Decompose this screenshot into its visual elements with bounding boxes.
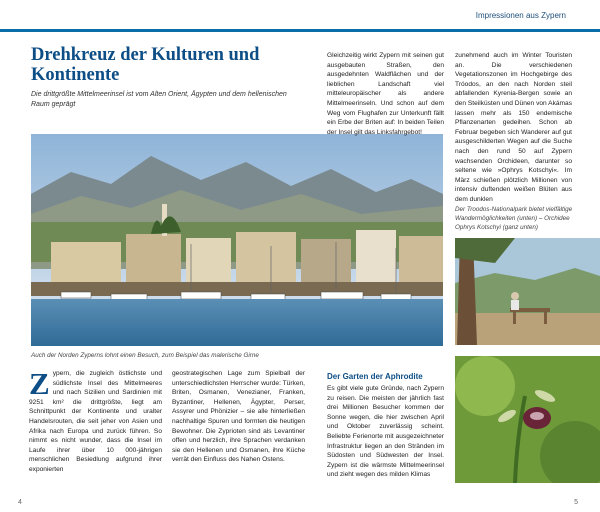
main-photo-caption: Auch der Norden Zyperns lohnt einen Besuch, zum Beispiel das malerische Girne (31, 352, 259, 359)
body-column-5 (327, 372, 444, 480)
body-column-3: Gleichzeitig wirkt Zypern mit seinen gut ausgebauten Straßen, den ausgedehnten Waldflächen und der lieblichen Landschaft viel mitteleuropäischer als andere Mittelmeerinseln. Und schon auf dem Weg vom Flughafen zur Unterkunft fällt ein Erbe der Briten auf: In beiden Teilen der Insel gilt das Linksfahrgebot! (327, 52, 444, 136)
body-column-2: geostrategischen Lage zum Spielball der unterschiedlichsten Herrscher wurde: Türken, Briten, Osmanen, Venezianer, Franken, Byzantiner, Hellenen, Ägypter, Perser, Assyrer und Phönizier – sie alle hinterließen nachhaltige Spuren und formten die heutigen Bewohner. Die Zyprioten sind als Levantiner offen und herzlich, ihre Sprachen verdanken sie den Hellenen und Osmanen, ihre Küche verrät den Einfluss des Nahen Ostens. (172, 370, 305, 464)
body-text-5: Es gibt viele gute Gründe, nach Zypern zu reisen. Die meisten der jährlich fast drei Millionen Besucher kommen der Sonne wegen, die hier zwischen April und Oktober zuverlässig scheint. Beliebte Ferienorte mit ausgezeichneter Infrastruktur liegen an den Stränden im Südosten und Südwesten der Insel. Zypern ist die wärmste Mittelmeerinsel und zieht wegen des milden Klimas (327, 385, 444, 479)
section-heading: Der Garten der Aphrodite (327, 372, 423, 381)
side-photo-caption: Der Troodos-Nationalpark bietet vielfältige Wandermöglichkeiten (unten) – Orchidee Ophrys Kotschyi (ganz unten) (455, 206, 573, 231)
harbour-photo (31, 134, 443, 346)
drop-cap: Z (29, 366, 50, 401)
page-number-left: 4 (18, 499, 22, 506)
body-column-1 (29, 366, 162, 475)
hiking-photo (455, 238, 600, 345)
orchid-photo (455, 356, 600, 483)
body-column-4: zunehmend auch im Winter Touristen an. Die verschiedenen Vegetationszonen im Hochgebirge des Tróodos, an den nach Norden steil abfallenden Kyrenia-Bergen sowie an den Steilküsten und Dünen von Akámas lassen mehr als 150 endemische Pflanzenarten gedeihen. Schon ab Februar begeben sich Wanderer auf gut ausgeschilderten Wegen auf die Suche nach den rund 50 auf Zypern wachsenden Orchideen, darunter so seltene wie »Ophrys Kotschyi«. Im März schießen plötzlich Millionen von intensiv duftenden weißen Blüten aus dem dunklen (455, 52, 572, 203)
body-text-1: ypern, die zugleich östlichste und südlichste Insel des Mittelmeeres und nach Sizilien und Sardinien mit 9251 km² die drittgrößte, liegt am Schnittpunkt der Kontinente und uralter Handelsrouten, die seit jeher von Asien und Afrika nach Europa und zurück führen. So nimmt es nicht wunder, dass die Insel im Laufe ihrer über 10 000-jährigen menschlichen Besiedlung aufgrund ihrer exponierten (29, 370, 162, 473)
page-title: Drehkreuz der Kulturen und Kontinente (31, 45, 260, 85)
section-header: Impressionen aus Zypern (475, 11, 566, 20)
page-number-right: 5 (574, 499, 578, 506)
page-subtitle: Die drittgrößte Mittelmeerinsel ist vom Alten Orient, Ägypten und dem hellenischen Raum geprägt (31, 91, 287, 108)
header-rule (0, 29, 600, 32)
